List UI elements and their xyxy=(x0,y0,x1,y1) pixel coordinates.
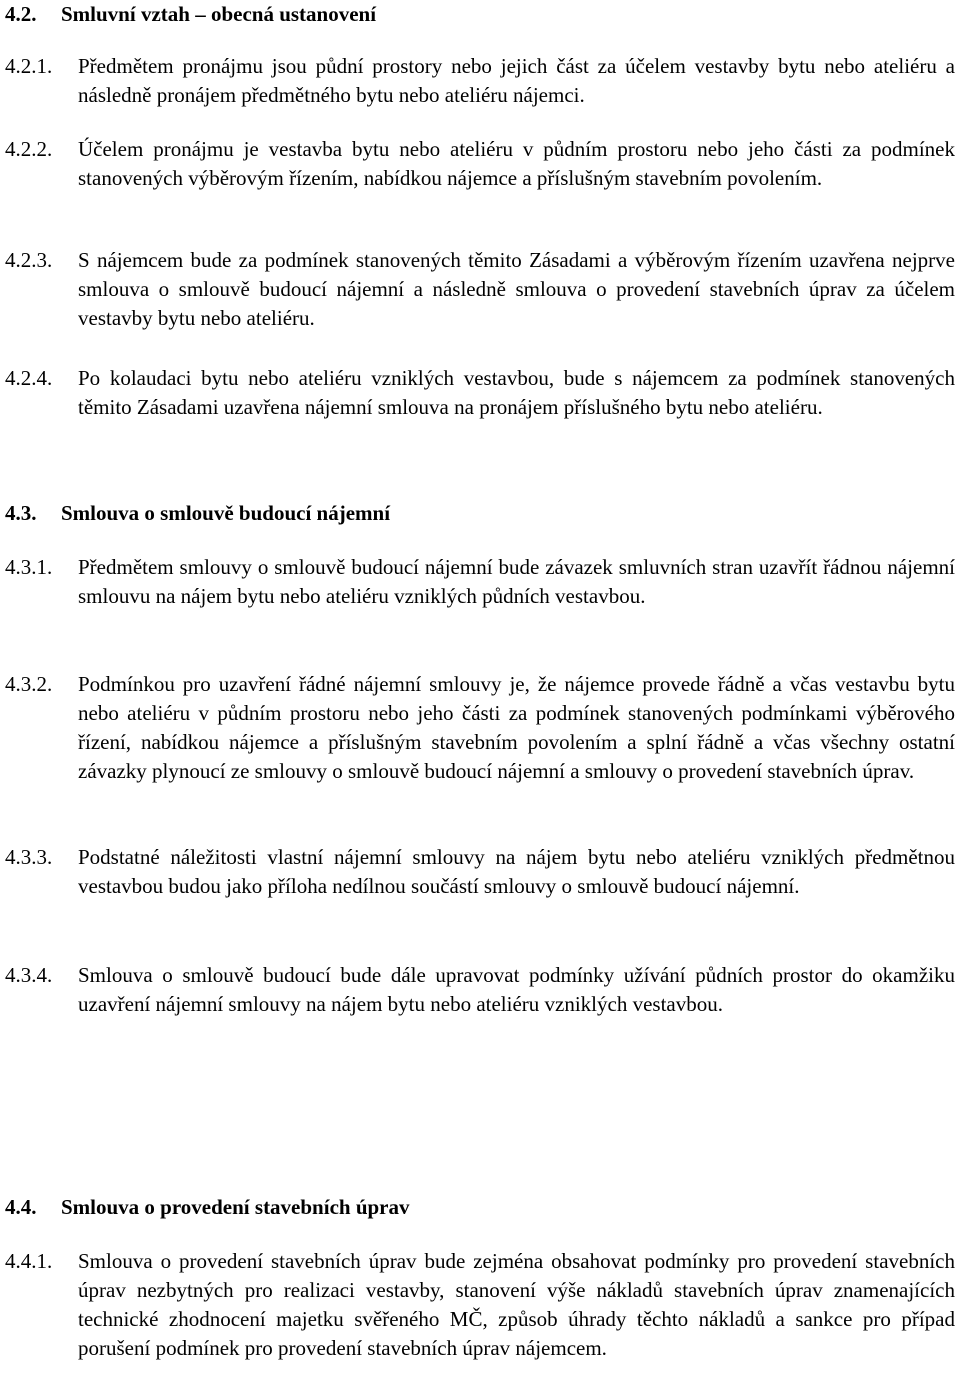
clause-number: 4.3.2. xyxy=(5,672,53,696)
clause-number: 4.2.2. xyxy=(5,137,53,161)
clause-text: Po kolaudaci bytu nebo ateliéru vzniklých vestavbou, bude s nájemcem za podmínek stanovených těmito Zásadami uzavřena nájemní smlouva na pronájem příslušného bytu nebo ateliéru. xyxy=(78,366,955,419)
clause-number: 4.2.4. xyxy=(5,366,53,390)
clause-4-2-3 xyxy=(5,246,955,333)
clause-4-2-2 xyxy=(5,135,955,193)
section-number: 4.4. xyxy=(5,1195,37,1219)
section-title: Smlouva o smlouvě budoucí nájemní xyxy=(61,501,391,525)
clause-4-4-1 xyxy=(5,1247,955,1363)
clause-text: Předmětem smlouvy o smlouvě budoucí nájemní bude závazek smluvních stran uzavřít řádnou nájemní smlouvu na nájem bytu nebo ateliéru vzniklých půdních vestavbou. xyxy=(78,555,955,608)
section-heading-4-4 xyxy=(5,1193,410,1222)
clause-4-3-2 xyxy=(5,670,955,786)
section-number: 4.3. xyxy=(5,501,37,525)
section-title: Smlouva o provedení stavebních úprav xyxy=(61,1195,410,1219)
clause-4-3-3 xyxy=(5,843,955,901)
clause-text: Účelem pronájmu je vestavba bytu nebo ateliéru v půdním prostoru nebo jeho části za podmínek stanovených výběrovým řízením, nabídkou nájemce a příslušným stavebním povolením. xyxy=(78,137,955,190)
section-heading-4-2 xyxy=(5,0,376,29)
clause-text: Podstatné náležitosti vlastní nájemní smlouvy na nájem bytu nebo ateliéru vzniklých předmětnou vestavbou budou jako příloha nedílnou součástí smlouvy o smlouvě budoucí nájemní. xyxy=(78,845,955,898)
clause-4-3-4 xyxy=(5,961,955,1019)
clause-text: Smlouva o smlouvě budoucí bude dále upravovat podmínky užívání půdních prostor do okamžiku uzavření nájemní smlouvy na nájem bytu nebo ateliéru vzniklých vestavbou. xyxy=(78,963,955,1016)
clause-number: 4.3.3. xyxy=(5,845,53,869)
clause-text: Smlouva o provedení stavebních úprav bude zejména obsahovat podmínky pro provedení stavebních úprav nezbytných pro realizaci vestavby, stanovení výše nákladů stavebních úprav znamenajících technické zhodnocení majetku svěřeného MČ, způsob úhrady těchto nákladů a sankce pro případ porušení podmínek pro provedení stavebních úprav nájemcem. xyxy=(78,1249,955,1360)
clause-text: Předmětem pronájmu jsou půdní prostory nebo jejich část za účelem vestavby bytu nebo ateliéru a následně pronájem předmětného bytu nebo ateliéru nájemci. xyxy=(78,54,955,107)
clause-number: 4.2.1. xyxy=(5,54,53,78)
clause-4-3-1 xyxy=(5,553,955,611)
clause-text: Podmínkou pro uzavření řádné nájemní smlouvy je, že nájemce provede řádně a včas vestavbu bytu nebo ateliéru v půdním prostoru nebo jeho části za podmínek stanovených podmínkami výběrového řízení, nabídkou nájemce a příslušným stavebním povolením a splní řádně a včas všechny ostatní závazky plynoucí ze smlouvy o smlouvě budoucí nájemní a smlouvy o provedení stavebních úprav. xyxy=(78,672,955,783)
clause-text: S nájemcem bude za podmínek stanovených těmito Zásadami a výběrovým řízením uzavřena nejprve smlouva o smlouvě budoucí nájemní a následně smlouva o provedení stavebních úprav za účelem vestavby bytu nebo ateliéru. xyxy=(78,248,955,330)
clause-number: 4.3.4. xyxy=(5,963,53,987)
section-heading-4-3 xyxy=(5,499,390,528)
clause-number: 4.2.3. xyxy=(5,248,53,272)
clause-4-2-4 xyxy=(5,364,955,422)
section-title: Smluvní vztah – obecná ustanovení xyxy=(61,2,377,26)
clause-number: 4.3.1. xyxy=(5,555,53,579)
section-number: 4.2. xyxy=(5,2,37,26)
clause-4-2-1 xyxy=(5,52,955,110)
clause-number: 4.4.1. xyxy=(5,1249,53,1273)
